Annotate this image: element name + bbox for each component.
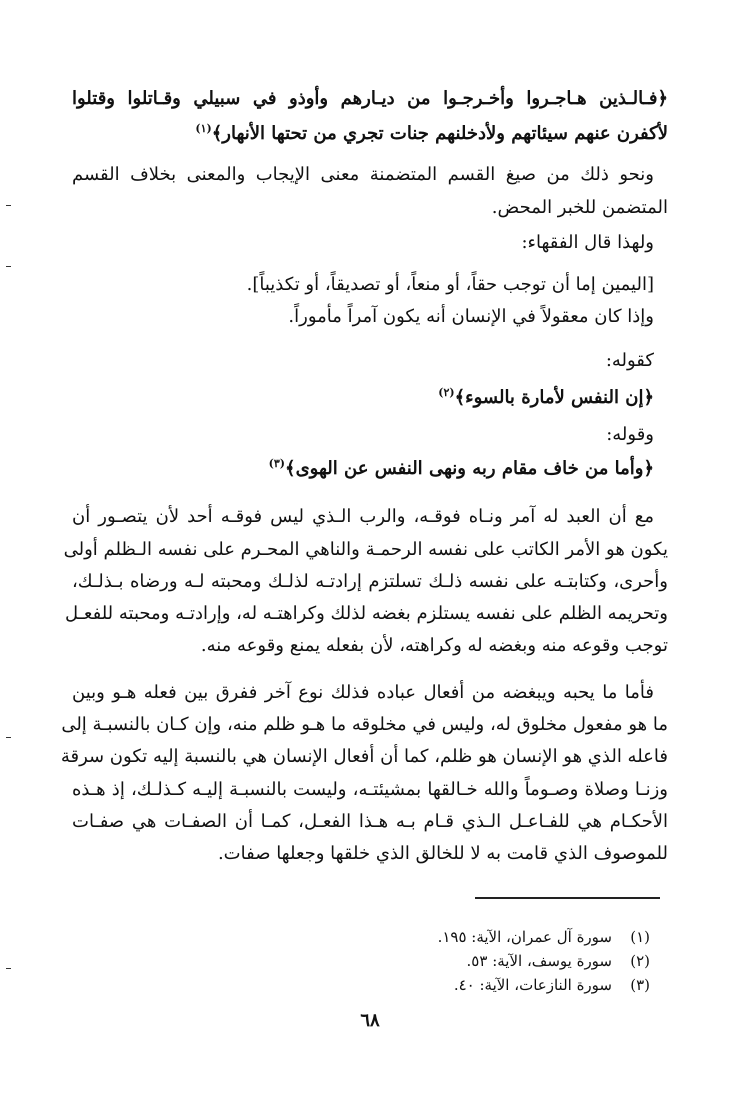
footnote-text: سورة النازعات، الآية: ٤٠. [453,976,612,994]
footnote-text: سورة يوسف، الآية: ٥٣. [466,952,612,970]
footnote-number: (٣) [630,976,650,994]
footnote [438,926,650,948]
footnote [467,950,650,972]
footnote-number: (١) [630,928,650,946]
paragraph-line: ما هو مفعول مخلوق له، وليس في مخلوقه ما هـو ظلم منه، وإن كـان بالنسبـة إلى [61,714,668,735]
footnote-number: (٢) [630,952,650,970]
paragraph-line: وتحريمه الظلم على نفسه يستلزم بغضه لذلك وكراهتـه له، وإرادتـه ومحبته للفعـل [65,603,668,624]
margin-mark [6,968,11,969]
paragraph-line: ولهذا قال الفقهاء: [521,232,654,253]
margin-mark [6,266,11,267]
paragraph-line: وقوله: [606,424,654,445]
paragraph-line: المتضمن للخبر المحض. [491,197,668,218]
fiqh-quote: [اليمين إما أن توجب حقاً، أو منعاً، أو تصديقاً، أو تكذيباً]. [246,274,654,295]
paragraph-line: توجب وقوعه منه وبغضه له وكراهته، لأن بفعله يمنع وقوعه منه. [200,635,668,656]
paragraph-line: كقوله: [605,350,654,371]
paragraph-line: وأحرى، وكتابتـه على نفسه ذلـك تسلتزم إرادتـه لذلـك ومحبته لـه ورضاه بـذلـك، [72,571,668,592]
footnote-divider [475,897,660,899]
paragraph-line: فاعله الذي هو الإنسان هو ظلم، كما أن أفعال الإنسان هي بالنسبة إليه تكون سرقة [60,746,668,767]
footnote-ref: (٢) [438,386,455,399]
verse-line: ﴿وأما من خاف مقام ربه ونهى النفس عن الهوى﴾$^{(٣)}$ [268,457,654,479]
paragraph-line: مع أن العبد له آمر ونـاه فوقـه، والرب الـذي ليس فوقـه أحد لأن يتصـور أن [72,506,654,527]
paragraph-line: الأحكـام هي للفـاعـل الـذي قـام بـه هـذا الفعـل، كمـا أن الصفـات هي صفـات [72,811,668,832]
margin-mark [6,737,11,738]
paragraph-line: وزنـا وصلاة وصـوماً والله خـالقها بمشيئتـه، وليست بالنسبـة إليـه كـذلـك، إذ هـذه [72,779,668,800]
paragraph-line: وإذا كان معقولاً في الإنسان أنه يكون آمراً مأموراً. [288,306,654,327]
paragraph-line: يكون هو الأمر الكاتب على نفسه الرحمـة والناهي المحـرم على نفسه الـظلم أولى [63,539,668,560]
paragraph-line: ونحو ذلك من صيغ القسم المتضمنة معنى الإيجاب والمعنى بخلاف القسم [72,164,654,185]
verse-line: ﴿فـالـذين هـاجـروا وأخـرجـوا من ديـارهم وأوذو في سبيلي وقـاتلوا وقتلوا [72,88,669,109]
margin-mark [6,205,11,206]
footnote-text: سورة آل عمران، الآية: ١٩٥. [437,928,612,946]
paragraph-line: فأما ما يحبه ويبغضه من أفعال عباده فذلك نوع آخر ففرق بين فعله هـو وبين [72,682,654,703]
verse-line: ﴿إن النفس لأمارة بالسوء﴾$^{(٢)}$ [438,386,654,408]
footnote-ref: (١) [195,122,212,135]
paragraph-line: للموصوف الذي قامت به لا للخالق الذي خلقها وجعلها صفات. [217,843,668,864]
footnote-ref: (٣) [268,457,286,470]
footnote [454,974,650,996]
verse-line: لأكفرن عنهم سيئاتهم ولأدخلنهم جنات تجري من تحتها الأنهار﴾$^{(١)}$ [195,122,668,144]
page-number: ٦٨ [360,1010,380,1031]
